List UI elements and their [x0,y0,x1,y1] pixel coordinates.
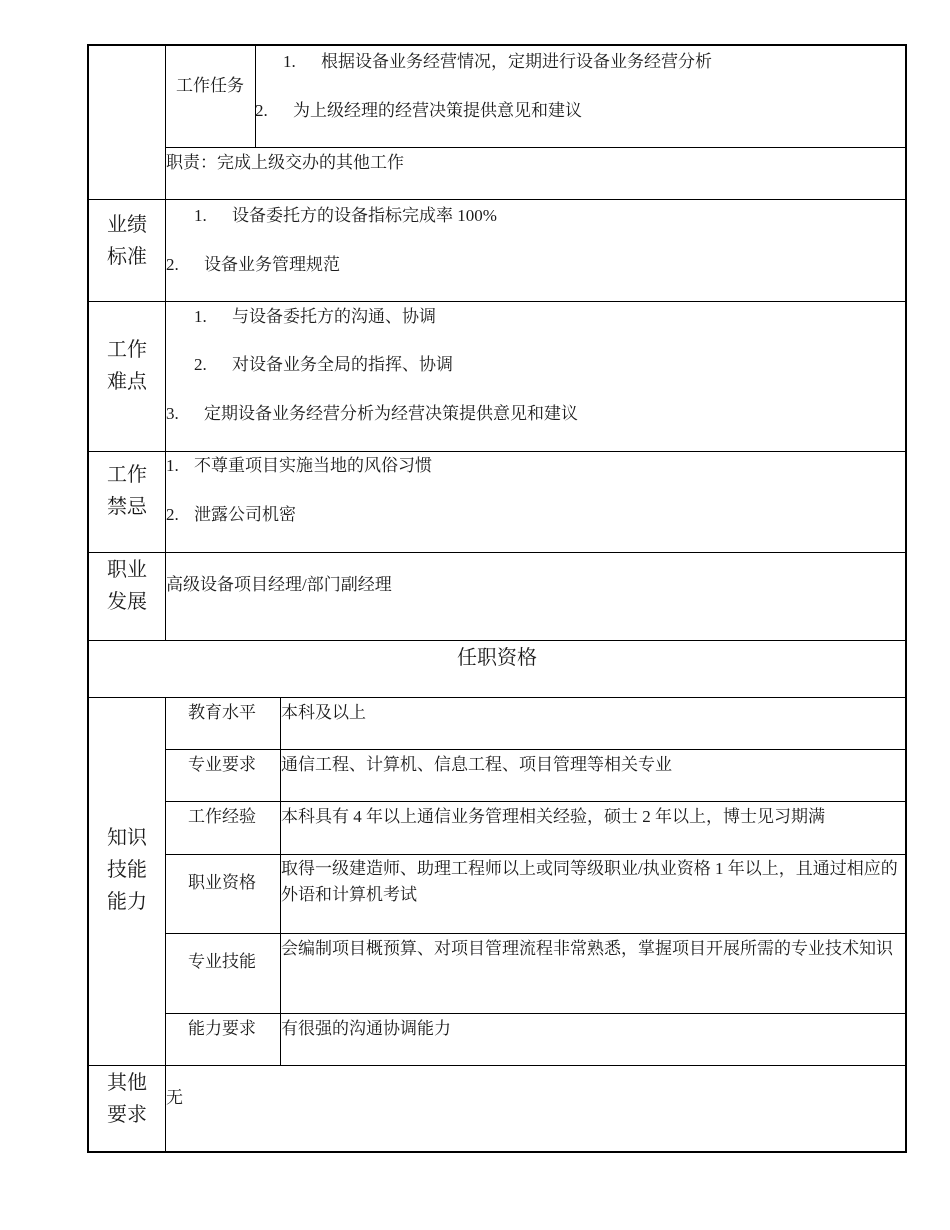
qual-row-ability-label: 能力要求 [188,1019,256,1038]
qual-row-skills-label: 专业技能 [188,952,256,971]
other-label [89,1067,165,1131]
row-line-diff-end [89,451,905,452]
performance-item-1 [194,204,497,228]
row-line-duties-end [89,199,905,200]
taboo-item-2 [166,503,296,527]
qualifications-heading: 任职资格 [457,647,537,669]
difficulty-item-3-num: 3. [166,404,179,423]
difficulty-item-2-num: 2. [194,355,207,374]
qual-row-experience-value: 本科具有 4 年以上通信业务管理相关经验，硕士 2 年以上，博士见习期满 [281,807,825,826]
taboo-item-2-num: 2. [166,505,179,524]
qual-row-skills-value: 会编制项目概预算、对项目管理流程非常熟悉，掌握项目开展所需的专业技术知识 [281,939,893,958]
difficulty-item-2 [194,353,453,377]
other-duty: 职责：完成上级交办的其他工作 [166,153,404,172]
qual-row-certification-value: 取得一级建造师、助理工程师以上或同等级职业/执业资格 1 年以上，且通过相应的外语和计算机考试 [281,859,898,904]
task-item-1-text: 根据设备业务经营情况，定期进行设备业务经营分析 [321,52,712,71]
qual-row-education-label: 教育水平 [188,703,256,722]
qual-row-major-value: 通信工程、计算机、信息工程、项目管理等相关专业 [281,755,672,774]
row-line-task-end [165,147,905,148]
performance-item-2 [166,253,340,277]
task-item-2-num: 2. [255,101,268,120]
performance-label [89,209,165,273]
career-label-line2: 发展 [107,591,147,613]
career-text: 高级设备项目经理/部门副经理 [166,575,392,594]
other-text: 无 [166,1088,183,1107]
qualifications-label-line3: 能力 [107,891,147,913]
taboos-label [89,459,165,523]
difficulties-label [89,334,165,398]
row-line-qual-1 [165,749,905,750]
col-divider-main-lower [165,697,166,1153]
difficulty-item-2-text: 对设备业务全局的指挥、协调 [232,355,453,374]
difficulty-item-1 [194,305,436,329]
performance-item-1-num: 1. [194,206,207,225]
task-item-1 [283,50,712,74]
row-line-career-end [89,640,905,641]
taboo-item-1 [166,454,432,478]
taboo-item-1-text: 不尊重项目实施当地的风俗习惯 [194,456,432,475]
col-divider-main [165,46,166,640]
row-line-qual-3 [165,854,905,855]
other-label-line1: 其他 [107,1072,147,1094]
difficulty-item-1-num: 1. [194,307,207,326]
difficulty-item-3-text: 定期设备业务经营分析为经营决策提供意见和建议 [204,404,578,423]
task-label: 工作任务 [176,76,244,95]
taboos-label-line1: 工作 [107,464,147,486]
qualifications-label-line1: 知识 [107,827,147,849]
job-description-table [87,44,907,1153]
difficulties-label-line1: 工作 [107,339,147,361]
row-line-qual-5 [165,1013,905,1014]
career-label-line1: 职业 [107,559,147,581]
difficulties-label-line2: 难点 [107,371,147,393]
qual-row-education-value: 本科及以上 [281,703,366,722]
row-line-taboo-end [89,552,905,553]
row-line-qual-2 [165,801,905,802]
taboo-item-2-text: 泄露公司机密 [194,505,296,524]
task-item-2-text: 为上级经理的经营决策提供意见和建议 [293,101,582,120]
qual-row-ability-value: 有很强的沟通协调能力 [281,1019,451,1038]
career-label [89,554,165,618]
qual-row-certification-label: 职业资格 [188,873,256,892]
taboos-label-line2: 禁忌 [107,496,147,518]
col-divider-task [255,46,256,147]
difficulty-item-3 [166,402,578,426]
qual-row-major-label: 专业要求 [188,755,256,774]
row-line-heading-end [89,697,905,698]
row-line-qual-end [89,1065,905,1066]
other-label-line2: 要求 [107,1104,147,1126]
qualifications-label-line2: 技能 [107,859,147,881]
performance-label-line1: 业绩 [107,214,147,236]
performance-item-2-text: 设备业务管理规范 [204,255,340,274]
row-line-qual-4 [165,933,905,934]
performance-label-line2: 标准 [107,246,147,268]
performance-item-1-text: 设备委托方的设备指标完成率 100% [232,206,497,225]
qual-row-experience-label: 工作经验 [188,807,256,826]
performance-item-2-num: 2. [166,255,179,274]
taboo-item-1-num: 1. [166,456,179,475]
row-line-perf-end [89,301,905,302]
task-item-2 [255,99,582,123]
task-item-1-num: 1. [283,52,296,71]
qualifications-label [89,822,165,918]
difficulty-item-1-text: 与设备委托方的沟通、协调 [232,307,436,326]
